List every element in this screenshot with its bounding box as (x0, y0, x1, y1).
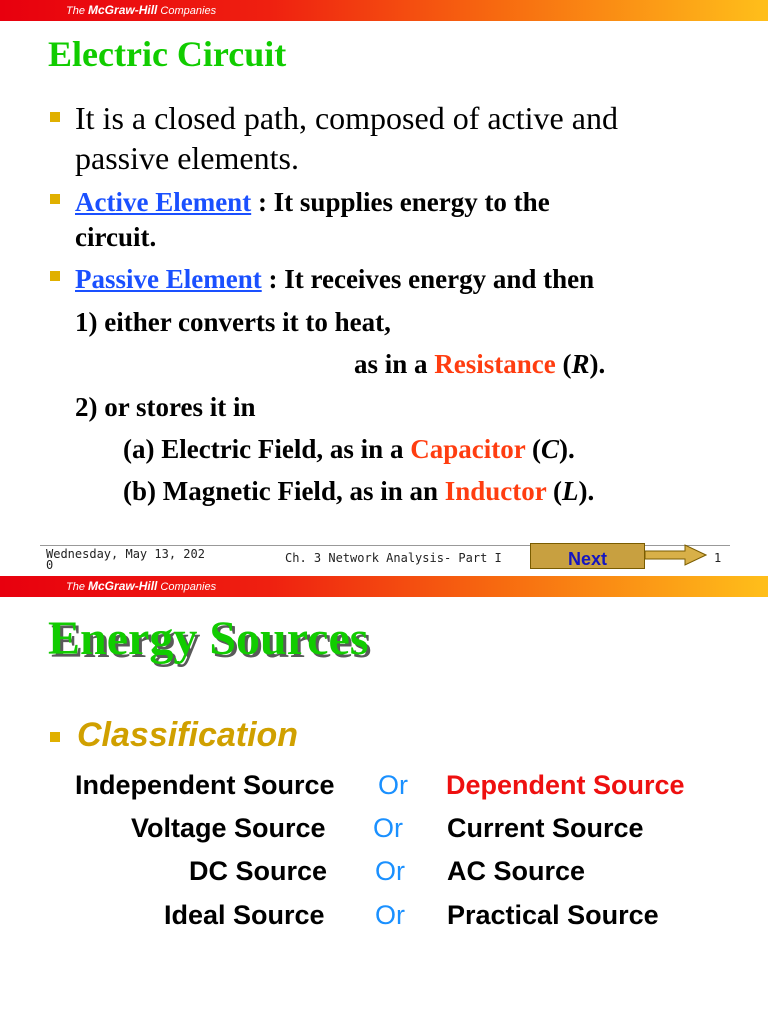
current-source-label: Current Source (447, 813, 644, 843)
independent-source-label: Independent Source (75, 770, 335, 800)
bullet-square-icon (50, 271, 60, 281)
bullet1-line1: It is a closed path, composed of active and (75, 100, 618, 136)
publisher-logo: The McGraw-Hill Companies (66, 3, 217, 17)
voltage-source-label: Voltage Source (131, 813, 326, 843)
footer-date: Wednesday, May 13, 202 0 (46, 547, 205, 572)
or-label: Or (375, 856, 405, 886)
passive-element-link[interactable]: Passive Element (75, 264, 262, 294)
ac-source-label: AC Source (447, 856, 586, 886)
bullet-square-icon (50, 112, 60, 122)
dependent-source-label: Dependent Source (446, 770, 685, 800)
publisher-banner (0, 0, 768, 21)
bullet-square-icon (50, 732, 60, 742)
resistance-line: as in a Resistance (R). (354, 349, 606, 379)
dc-source-label: DC Source (189, 856, 328, 886)
publisher-banner (0, 576, 768, 597)
page-number: 1 (714, 551, 722, 565)
or-label: Or (373, 813, 403, 843)
next-button[interactable]: Next (530, 543, 645, 569)
heat-line: 1) either converts it to heat, (75, 307, 391, 337)
stores-line: 2) or stores it in (75, 392, 256, 422)
slide-title: Energy Sources (48, 612, 369, 665)
capacitor-line: (a) Electric Field, as in a Capacitor (C). (123, 434, 575, 464)
next-arrow-icon[interactable] (645, 544, 707, 566)
bullet1-line2: passive elements. (75, 140, 299, 176)
bullet2-line1: Active Element : It supplies energy to the (75, 187, 550, 217)
or-label: Or (375, 900, 405, 930)
bullet2-line2: circuit. (75, 222, 157, 252)
bullet-square-icon (50, 194, 60, 204)
classification-heading: Classification (77, 716, 299, 754)
footer-title: Ch. 3 Network Analysis- Part I (285, 551, 502, 565)
inductor-line: (b) Magnetic Field, as in an Inductor (L). (123, 476, 595, 506)
publisher-logo: The McGraw-Hill Companies (66, 579, 217, 593)
practical-source-label: Practical Source (447, 900, 659, 930)
slide-title: Electric Circuit (48, 34, 287, 74)
or-label: Or (378, 770, 408, 800)
bullet3-line1: Passive Element : It receives energy and then (75, 264, 595, 294)
ideal-source-label: Ideal Source (164, 900, 325, 930)
active-element-link[interactable]: Active Element (75, 187, 252, 217)
